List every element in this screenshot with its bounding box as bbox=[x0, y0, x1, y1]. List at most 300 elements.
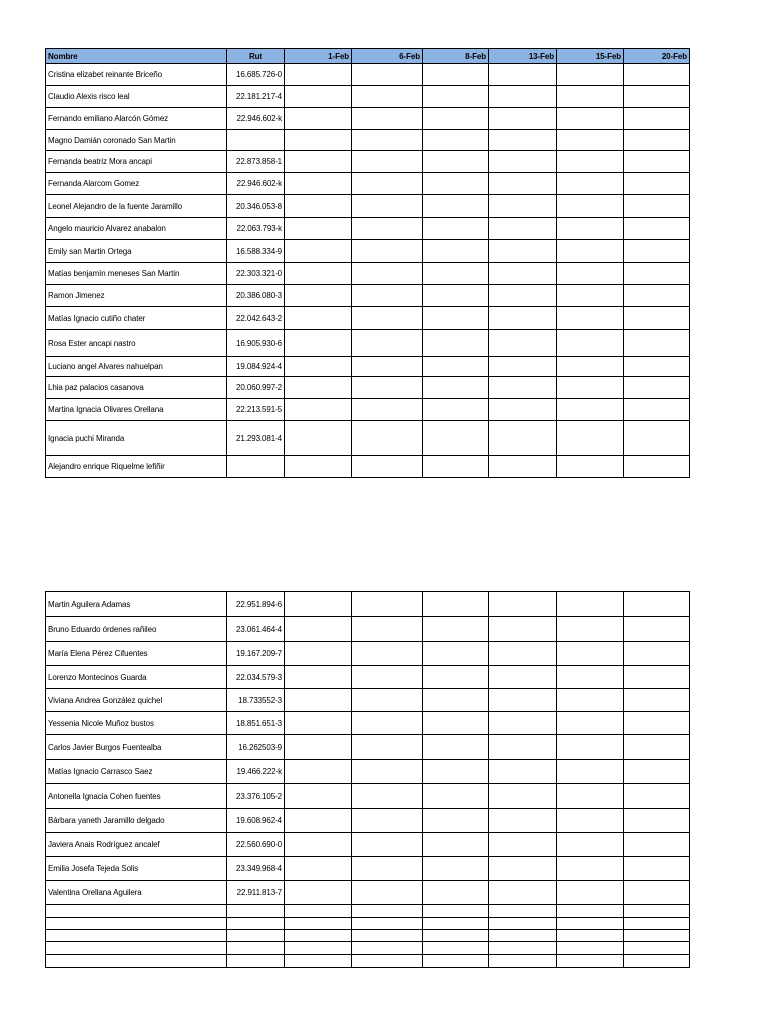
attendance-cell[interactable] bbox=[352, 857, 423, 881]
attendance-cell[interactable] bbox=[285, 64, 352, 86]
attendance-cell[interactable] bbox=[489, 905, 557, 918]
attendance-cell[interactable] bbox=[624, 307, 690, 330]
rut-cell: 18.733552-3 bbox=[227, 689, 285, 712]
attendance-cell[interactable] bbox=[352, 86, 423, 108]
attendance-cell[interactable] bbox=[285, 456, 352, 478]
attendance-cell[interactable] bbox=[352, 930, 423, 942]
attendance-cell[interactable] bbox=[423, 330, 489, 357]
attendance-cell[interactable] bbox=[285, 195, 352, 218]
attendance-cell[interactable] bbox=[423, 930, 489, 942]
attendance-cell[interactable] bbox=[489, 666, 557, 689]
table-row bbox=[46, 240, 690, 263]
table-row bbox=[46, 712, 690, 735]
header-date: 6-Feb bbox=[352, 49, 423, 64]
attendance-cell[interactable] bbox=[624, 592, 690, 617]
attendance-cell[interactable] bbox=[557, 456, 624, 478]
table-row bbox=[46, 592, 690, 617]
rut-cell: 20.346.053-8 bbox=[227, 195, 285, 218]
attendance-cell[interactable] bbox=[352, 218, 423, 240]
attendance-cell[interactable] bbox=[489, 86, 557, 108]
attendance-cell[interactable] bbox=[285, 285, 352, 307]
attendance-cell[interactable] bbox=[423, 86, 489, 108]
attendance-cell[interactable] bbox=[557, 218, 624, 240]
header-date: 20-Feb bbox=[624, 49, 690, 64]
attendance-cell[interactable] bbox=[624, 617, 690, 642]
attendance-cell[interactable] bbox=[423, 942, 489, 955]
attendance-cell[interactable] bbox=[352, 377, 423, 399]
attendance-cell[interactable] bbox=[489, 881, 557, 905]
student-name-cell: Fernanda beatriz Mora ancapi bbox=[46, 151, 227, 173]
attendance-cell[interactable] bbox=[352, 833, 423, 857]
attendance-cell[interactable] bbox=[624, 399, 690, 421]
rut-cell bbox=[227, 955, 285, 968]
student-name-cell: Javiera Anais Rodríguez ancalef bbox=[46, 833, 227, 857]
attendance-cell[interactable] bbox=[489, 942, 557, 955]
attendance-cell[interactable] bbox=[352, 955, 423, 968]
rut-cell bbox=[227, 918, 285, 930]
attendance-cell[interactable] bbox=[423, 833, 489, 857]
attendance-cell[interactable] bbox=[624, 918, 690, 930]
attendance-cell[interactable] bbox=[557, 151, 624, 173]
attendance-cell[interactable] bbox=[489, 955, 557, 968]
attendance-cell[interactable] bbox=[489, 218, 557, 240]
attendance-cell[interactable] bbox=[285, 689, 352, 712]
student-name-cell: Angelo mauricio Alvarez anabalon bbox=[46, 218, 227, 240]
attendance-cell[interactable] bbox=[423, 399, 489, 421]
rut-cell: 23.061.464-4 bbox=[227, 617, 285, 642]
rut-cell: 20.386.080-3 bbox=[227, 285, 285, 307]
attendance-cell[interactable] bbox=[624, 151, 690, 173]
attendance-cell[interactable] bbox=[423, 64, 489, 86]
attendance-cell[interactable] bbox=[423, 456, 489, 478]
attendance-cell[interactable] bbox=[352, 173, 423, 195]
attendance-cell[interactable] bbox=[423, 760, 489, 784]
table-row bbox=[46, 151, 690, 173]
attendance-cell[interactable] bbox=[557, 712, 624, 735]
student-name-cell: Lorenzo Montecinos Guarda bbox=[46, 666, 227, 689]
rut-cell: 19.084.924-4 bbox=[227, 357, 285, 377]
attendance-cell[interactable] bbox=[489, 421, 557, 456]
attendance-cell[interactable] bbox=[423, 240, 489, 263]
attendance-cell[interactable] bbox=[489, 357, 557, 377]
attendance-cell[interactable] bbox=[285, 666, 352, 689]
attendance-cell[interactable] bbox=[489, 809, 557, 833]
table-row bbox=[46, 955, 690, 968]
table-row bbox=[46, 666, 690, 689]
table-row bbox=[46, 330, 690, 357]
student-name-cell bbox=[46, 955, 227, 968]
rut-cell: 22.560.690-0 bbox=[227, 833, 285, 857]
rut-cell: 22.034.579-3 bbox=[227, 666, 285, 689]
attendance-cell[interactable] bbox=[624, 263, 690, 285]
attendance-cell[interactable] bbox=[285, 905, 352, 918]
attendance-cell[interactable] bbox=[557, 689, 624, 712]
attendance-cell[interactable] bbox=[557, 421, 624, 456]
student-name-cell: Valentina Orellana Aguilera bbox=[46, 881, 227, 905]
attendance-cell[interactable] bbox=[489, 151, 557, 173]
attendance-cell[interactable] bbox=[352, 151, 423, 173]
attendance-cell[interactable] bbox=[624, 955, 690, 968]
attendance-cell[interactable] bbox=[352, 592, 423, 617]
attendance-cell[interactable] bbox=[489, 330, 557, 357]
attendance-cell[interactable] bbox=[489, 930, 557, 942]
attendance-cell[interactable] bbox=[352, 809, 423, 833]
attendance-cell[interactable] bbox=[557, 666, 624, 689]
attendance-cell[interactable] bbox=[557, 377, 624, 399]
attendance-cell[interactable] bbox=[285, 173, 352, 195]
attendance-cell[interactable] bbox=[489, 592, 557, 617]
attendance-cell[interactable] bbox=[489, 642, 557, 666]
attendance-cell[interactable] bbox=[352, 642, 423, 666]
attendance-cell[interactable] bbox=[285, 330, 352, 357]
attendance-cell[interactable] bbox=[557, 240, 624, 263]
student-name-cell: Yessenia Nicole Muñoz bustos bbox=[46, 712, 227, 735]
attendance-cell[interactable] bbox=[557, 881, 624, 905]
attendance-cell[interactable] bbox=[489, 263, 557, 285]
rut-cell: 16.905.930-6 bbox=[227, 330, 285, 357]
table-row bbox=[46, 617, 690, 642]
attendance-cell[interactable] bbox=[557, 64, 624, 86]
table-row bbox=[46, 108, 690, 130]
rut-cell bbox=[227, 905, 285, 918]
attendance-cell[interactable] bbox=[557, 833, 624, 857]
attendance-cell[interactable] bbox=[285, 218, 352, 240]
attendance-cell[interactable] bbox=[285, 857, 352, 881]
attendance-cell[interactable] bbox=[285, 955, 352, 968]
student-name-cell: Leonel Alejandro de la fuente Jaramillo bbox=[46, 195, 227, 218]
attendance-cell[interactable] bbox=[624, 421, 690, 456]
attendance-cell[interactable] bbox=[624, 833, 690, 857]
attendance-cell[interactable] bbox=[352, 712, 423, 735]
table-row bbox=[46, 857, 690, 881]
rut-cell bbox=[227, 942, 285, 955]
attendance-cell[interactable] bbox=[423, 357, 489, 377]
attendance-cell[interactable] bbox=[285, 240, 352, 263]
attendance-cell[interactable] bbox=[624, 689, 690, 712]
attendance-cell[interactable] bbox=[352, 918, 423, 930]
attendance-cell[interactable] bbox=[285, 760, 352, 784]
attendance-cell[interactable] bbox=[423, 857, 489, 881]
attendance-cell[interactable] bbox=[624, 784, 690, 809]
attendance-cell[interactable] bbox=[423, 881, 489, 905]
attendance-cell[interactable] bbox=[285, 592, 352, 617]
header-nombre: Nombre bbox=[46, 49, 227, 64]
attendance-cell[interactable] bbox=[352, 195, 423, 218]
student-name-cell: Emilia Josefa Tejeda Solis bbox=[46, 857, 227, 881]
attendance-cell[interactable] bbox=[352, 942, 423, 955]
rut-cell: 18.851.651-3 bbox=[227, 712, 285, 735]
attendance-cell[interactable] bbox=[352, 881, 423, 905]
attendance-cell[interactable] bbox=[557, 642, 624, 666]
attendance-cell[interactable] bbox=[557, 86, 624, 108]
attendance-cell[interactable] bbox=[489, 130, 557, 151]
attendance-cell[interactable] bbox=[489, 689, 557, 712]
student-name-cell: Viviana Andrea González quichel bbox=[46, 689, 227, 712]
attendance-cell[interactable] bbox=[423, 712, 489, 735]
attendance-cell[interactable] bbox=[624, 642, 690, 666]
attendance-cell[interactable] bbox=[423, 173, 489, 195]
table-row bbox=[46, 930, 690, 942]
attendance-cell[interactable] bbox=[352, 760, 423, 784]
attendance-cell[interactable] bbox=[489, 240, 557, 263]
attendance-cell[interactable] bbox=[423, 809, 489, 833]
student-name-cell: Magno Damián coronado San Martin bbox=[46, 130, 227, 151]
attendance-cell[interactable] bbox=[423, 307, 489, 330]
attendance-cell[interactable] bbox=[624, 809, 690, 833]
attendance-cell[interactable] bbox=[557, 195, 624, 218]
attendance-cell[interactable] bbox=[624, 86, 690, 108]
rut-cell: 23.349.968-4 bbox=[227, 857, 285, 881]
table-row bbox=[46, 399, 690, 421]
attendance-cell[interactable] bbox=[352, 456, 423, 478]
attendance-cell[interactable] bbox=[423, 918, 489, 930]
attendance-cell[interactable] bbox=[489, 173, 557, 195]
attendance-cell[interactable] bbox=[423, 377, 489, 399]
attendance-cell[interactable] bbox=[423, 421, 489, 456]
attendance-cell[interactable] bbox=[557, 857, 624, 881]
rut-cell: 16.685.726-0 bbox=[227, 64, 285, 86]
attendance-cell[interactable] bbox=[423, 218, 489, 240]
attendance-cell[interactable] bbox=[352, 285, 423, 307]
attendance-cell[interactable] bbox=[423, 592, 489, 617]
attendance-cell[interactable] bbox=[423, 151, 489, 173]
student-name-cell: Fernando emiliano Alarcón Gómez bbox=[46, 108, 227, 130]
header-date: 8-Feb bbox=[423, 49, 489, 64]
student-name-cell: Carlos Javier Burgos Fuentealba bbox=[46, 735, 227, 760]
attendance-cell[interactable] bbox=[489, 784, 557, 809]
attendance-cell[interactable] bbox=[489, 735, 557, 760]
attendance-cell[interactable] bbox=[624, 330, 690, 357]
attendance-cell[interactable] bbox=[557, 955, 624, 968]
attendance-cell[interactable] bbox=[352, 421, 423, 456]
student-name-cell: Matías Ignacio cutiño chater bbox=[46, 307, 227, 330]
attendance-cell[interactable] bbox=[285, 617, 352, 642]
attendance-cell[interactable] bbox=[624, 240, 690, 263]
student-name-cell: Rosa Ester ancapi nastro bbox=[46, 330, 227, 357]
attendance-cell[interactable] bbox=[489, 399, 557, 421]
attendance-cell[interactable] bbox=[557, 809, 624, 833]
attendance-cell[interactable] bbox=[285, 942, 352, 955]
attendance-cell[interactable] bbox=[624, 456, 690, 478]
attendance-cell[interactable] bbox=[624, 173, 690, 195]
table-row bbox=[46, 905, 690, 918]
attendance-cell[interactable] bbox=[489, 64, 557, 86]
attendance-cell[interactable] bbox=[557, 942, 624, 955]
table-row bbox=[46, 881, 690, 905]
attendance-cell[interactable] bbox=[557, 285, 624, 307]
attendance-cell[interactable] bbox=[423, 108, 489, 130]
attendance-cell[interactable] bbox=[489, 456, 557, 478]
attendance-cell[interactable] bbox=[352, 735, 423, 760]
table-row bbox=[46, 760, 690, 784]
student-name-cell: Cristina elizabet reinante Briceño bbox=[46, 64, 227, 86]
attendance-cell[interactable] bbox=[423, 735, 489, 760]
attendance-cell[interactable] bbox=[624, 108, 690, 130]
attendance-cell[interactable] bbox=[489, 857, 557, 881]
table-row bbox=[46, 456, 690, 478]
attendance-cell[interactable] bbox=[557, 905, 624, 918]
student-name-cell: Ramon Jimenez bbox=[46, 285, 227, 307]
table-row bbox=[46, 173, 690, 195]
attendance-cell[interactable] bbox=[352, 240, 423, 263]
table-row bbox=[46, 130, 690, 151]
attendance-cell[interactable] bbox=[285, 930, 352, 942]
attendance-cell[interactable] bbox=[489, 833, 557, 857]
attendance-cell[interactable] bbox=[285, 307, 352, 330]
header-row bbox=[46, 49, 690, 64]
attendance-cell[interactable] bbox=[557, 784, 624, 809]
student-name-cell: Ignacia puchi Miranda bbox=[46, 421, 227, 456]
attendance-cell[interactable] bbox=[557, 735, 624, 760]
attendance-cell[interactable] bbox=[489, 760, 557, 784]
rut-cell: 20.060.997-2 bbox=[227, 377, 285, 399]
attendance-cell[interactable] bbox=[423, 195, 489, 218]
attendance-cell[interactable] bbox=[285, 735, 352, 760]
student-name-cell: Martina Ignacia Olivares Orellana bbox=[46, 399, 227, 421]
attendance-cell[interactable] bbox=[352, 330, 423, 357]
attendance-cell[interactable] bbox=[352, 357, 423, 377]
attendance-cell[interactable] bbox=[624, 930, 690, 942]
rut-cell: 22.911.813-7 bbox=[227, 881, 285, 905]
attendance-cell[interactable] bbox=[624, 357, 690, 377]
attendance-cell[interactable] bbox=[557, 760, 624, 784]
table-row bbox=[46, 377, 690, 399]
attendance-cell[interactable] bbox=[352, 666, 423, 689]
rut-cell bbox=[227, 130, 285, 151]
rut-cell bbox=[227, 456, 285, 478]
attendance-cell[interactable] bbox=[557, 617, 624, 642]
table-row bbox=[46, 918, 690, 930]
attendance-cell[interactable] bbox=[624, 881, 690, 905]
attendance-cell[interactable] bbox=[624, 285, 690, 307]
attendance-cell[interactable] bbox=[557, 399, 624, 421]
student-name-cell: María Elena Pérez Cifuentes bbox=[46, 642, 227, 666]
attendance-cell[interactable] bbox=[624, 857, 690, 881]
table-row bbox=[46, 942, 690, 955]
attendance-cell[interactable] bbox=[352, 263, 423, 285]
attendance-cell[interactable] bbox=[285, 151, 352, 173]
attendance-cell[interactable] bbox=[423, 784, 489, 809]
attendance-cell[interactable] bbox=[557, 130, 624, 151]
attendance-cell[interactable] bbox=[285, 918, 352, 930]
attendance-cell[interactable] bbox=[624, 712, 690, 735]
attendance-cell[interactable] bbox=[285, 809, 352, 833]
attendance-cell[interactable] bbox=[352, 689, 423, 712]
attendance-cell[interactable] bbox=[624, 905, 690, 918]
attendance-cell[interactable] bbox=[624, 942, 690, 955]
rut-cell: 22.181.217-4 bbox=[227, 86, 285, 108]
rut-cell: 19.167.209-7 bbox=[227, 642, 285, 666]
attendance-cell[interactable] bbox=[489, 918, 557, 930]
attendance-cell[interactable] bbox=[489, 195, 557, 218]
attendance-cell[interactable] bbox=[285, 130, 352, 151]
attendance-cell[interactable] bbox=[423, 955, 489, 968]
attendance-cell[interactable] bbox=[624, 130, 690, 151]
table-row bbox=[46, 86, 690, 108]
attendance-cell[interactable] bbox=[423, 905, 489, 918]
attendance-cell[interactable] bbox=[489, 307, 557, 330]
attendance-cell[interactable] bbox=[285, 712, 352, 735]
attendance-cell[interactable] bbox=[557, 307, 624, 330]
table-row bbox=[46, 421, 690, 456]
attendance-cell[interactable] bbox=[624, 377, 690, 399]
attendance-cell[interactable] bbox=[489, 617, 557, 642]
student-name-cell: Martin Aguilera Adamas bbox=[46, 592, 227, 617]
attendance-cell[interactable] bbox=[423, 689, 489, 712]
attendance-cell[interactable] bbox=[285, 263, 352, 285]
attendance-cell[interactable] bbox=[557, 263, 624, 285]
attendance-cell[interactable] bbox=[352, 905, 423, 918]
attendance-cell[interactable] bbox=[352, 399, 423, 421]
attendance-cell[interactable] bbox=[557, 918, 624, 930]
rut-cell: 22.063.793-k bbox=[227, 218, 285, 240]
table-row bbox=[46, 357, 690, 377]
attendance-cell[interactable] bbox=[557, 173, 624, 195]
attendance-cell[interactable] bbox=[423, 642, 489, 666]
attendance-cell[interactable] bbox=[352, 784, 423, 809]
attendance-cell[interactable] bbox=[557, 108, 624, 130]
attendance-cell[interactable] bbox=[557, 330, 624, 357]
attendance-cell[interactable] bbox=[285, 86, 352, 108]
attendance-cell[interactable] bbox=[489, 285, 557, 307]
attendance-cell[interactable] bbox=[624, 735, 690, 760]
student-name-cell: Alejandro enrique Riquelme lefiñir bbox=[46, 456, 227, 478]
attendance-cell[interactable] bbox=[489, 108, 557, 130]
attendance-cell[interactable] bbox=[285, 881, 352, 905]
attendance-cell[interactable] bbox=[352, 307, 423, 330]
attendance-cell[interactable] bbox=[285, 642, 352, 666]
attendance-cell[interactable] bbox=[423, 263, 489, 285]
attendance-cell[interactable] bbox=[423, 285, 489, 307]
attendance-table-top bbox=[45, 48, 690, 478]
attendance-cell[interactable] bbox=[285, 399, 352, 421]
attendance-cell[interactable] bbox=[624, 760, 690, 784]
attendance-cell[interactable] bbox=[285, 357, 352, 377]
student-name-cell: Fernanda Alarcom Gomez bbox=[46, 173, 227, 195]
attendance-cell[interactable] bbox=[423, 666, 489, 689]
rut-cell: 22.213.591-5 bbox=[227, 399, 285, 421]
rut-cell: 22.873.858-1 bbox=[227, 151, 285, 173]
rut-cell: 19.466.222-k bbox=[227, 760, 285, 784]
attendance-cell[interactable] bbox=[352, 64, 423, 86]
attendance-cell[interactable] bbox=[489, 712, 557, 735]
attendance-cell[interactable] bbox=[285, 421, 352, 456]
student-name-cell bbox=[46, 942, 227, 955]
table-row bbox=[46, 285, 690, 307]
attendance-cell[interactable] bbox=[624, 218, 690, 240]
student-name-cell: Emily san Martin Ortega bbox=[46, 240, 227, 263]
attendance-cell[interactable] bbox=[624, 666, 690, 689]
attendance-cell[interactable] bbox=[285, 784, 352, 809]
attendance-cell[interactable] bbox=[423, 130, 489, 151]
attendance-cell[interactable] bbox=[624, 195, 690, 218]
attendance-cell[interactable] bbox=[285, 833, 352, 857]
attendance-cell[interactable] bbox=[352, 130, 423, 151]
attendance-cell[interactable] bbox=[557, 930, 624, 942]
attendance-cell[interactable] bbox=[489, 377, 557, 399]
attendance-cell[interactable] bbox=[285, 108, 352, 130]
attendance-cell[interactable] bbox=[352, 108, 423, 130]
attendance-cell[interactable] bbox=[285, 377, 352, 399]
attendance-cell[interactable] bbox=[557, 357, 624, 377]
student-name-cell bbox=[46, 918, 227, 930]
attendance-table-bottom bbox=[45, 591, 690, 968]
attendance-cell[interactable] bbox=[557, 592, 624, 617]
attendance-cell[interactable] bbox=[624, 64, 690, 86]
student-name-cell: Matías Ignacio Carrasco Saez bbox=[46, 760, 227, 784]
attendance-cell[interactable] bbox=[423, 617, 489, 642]
attendance-cell[interactable] bbox=[352, 617, 423, 642]
